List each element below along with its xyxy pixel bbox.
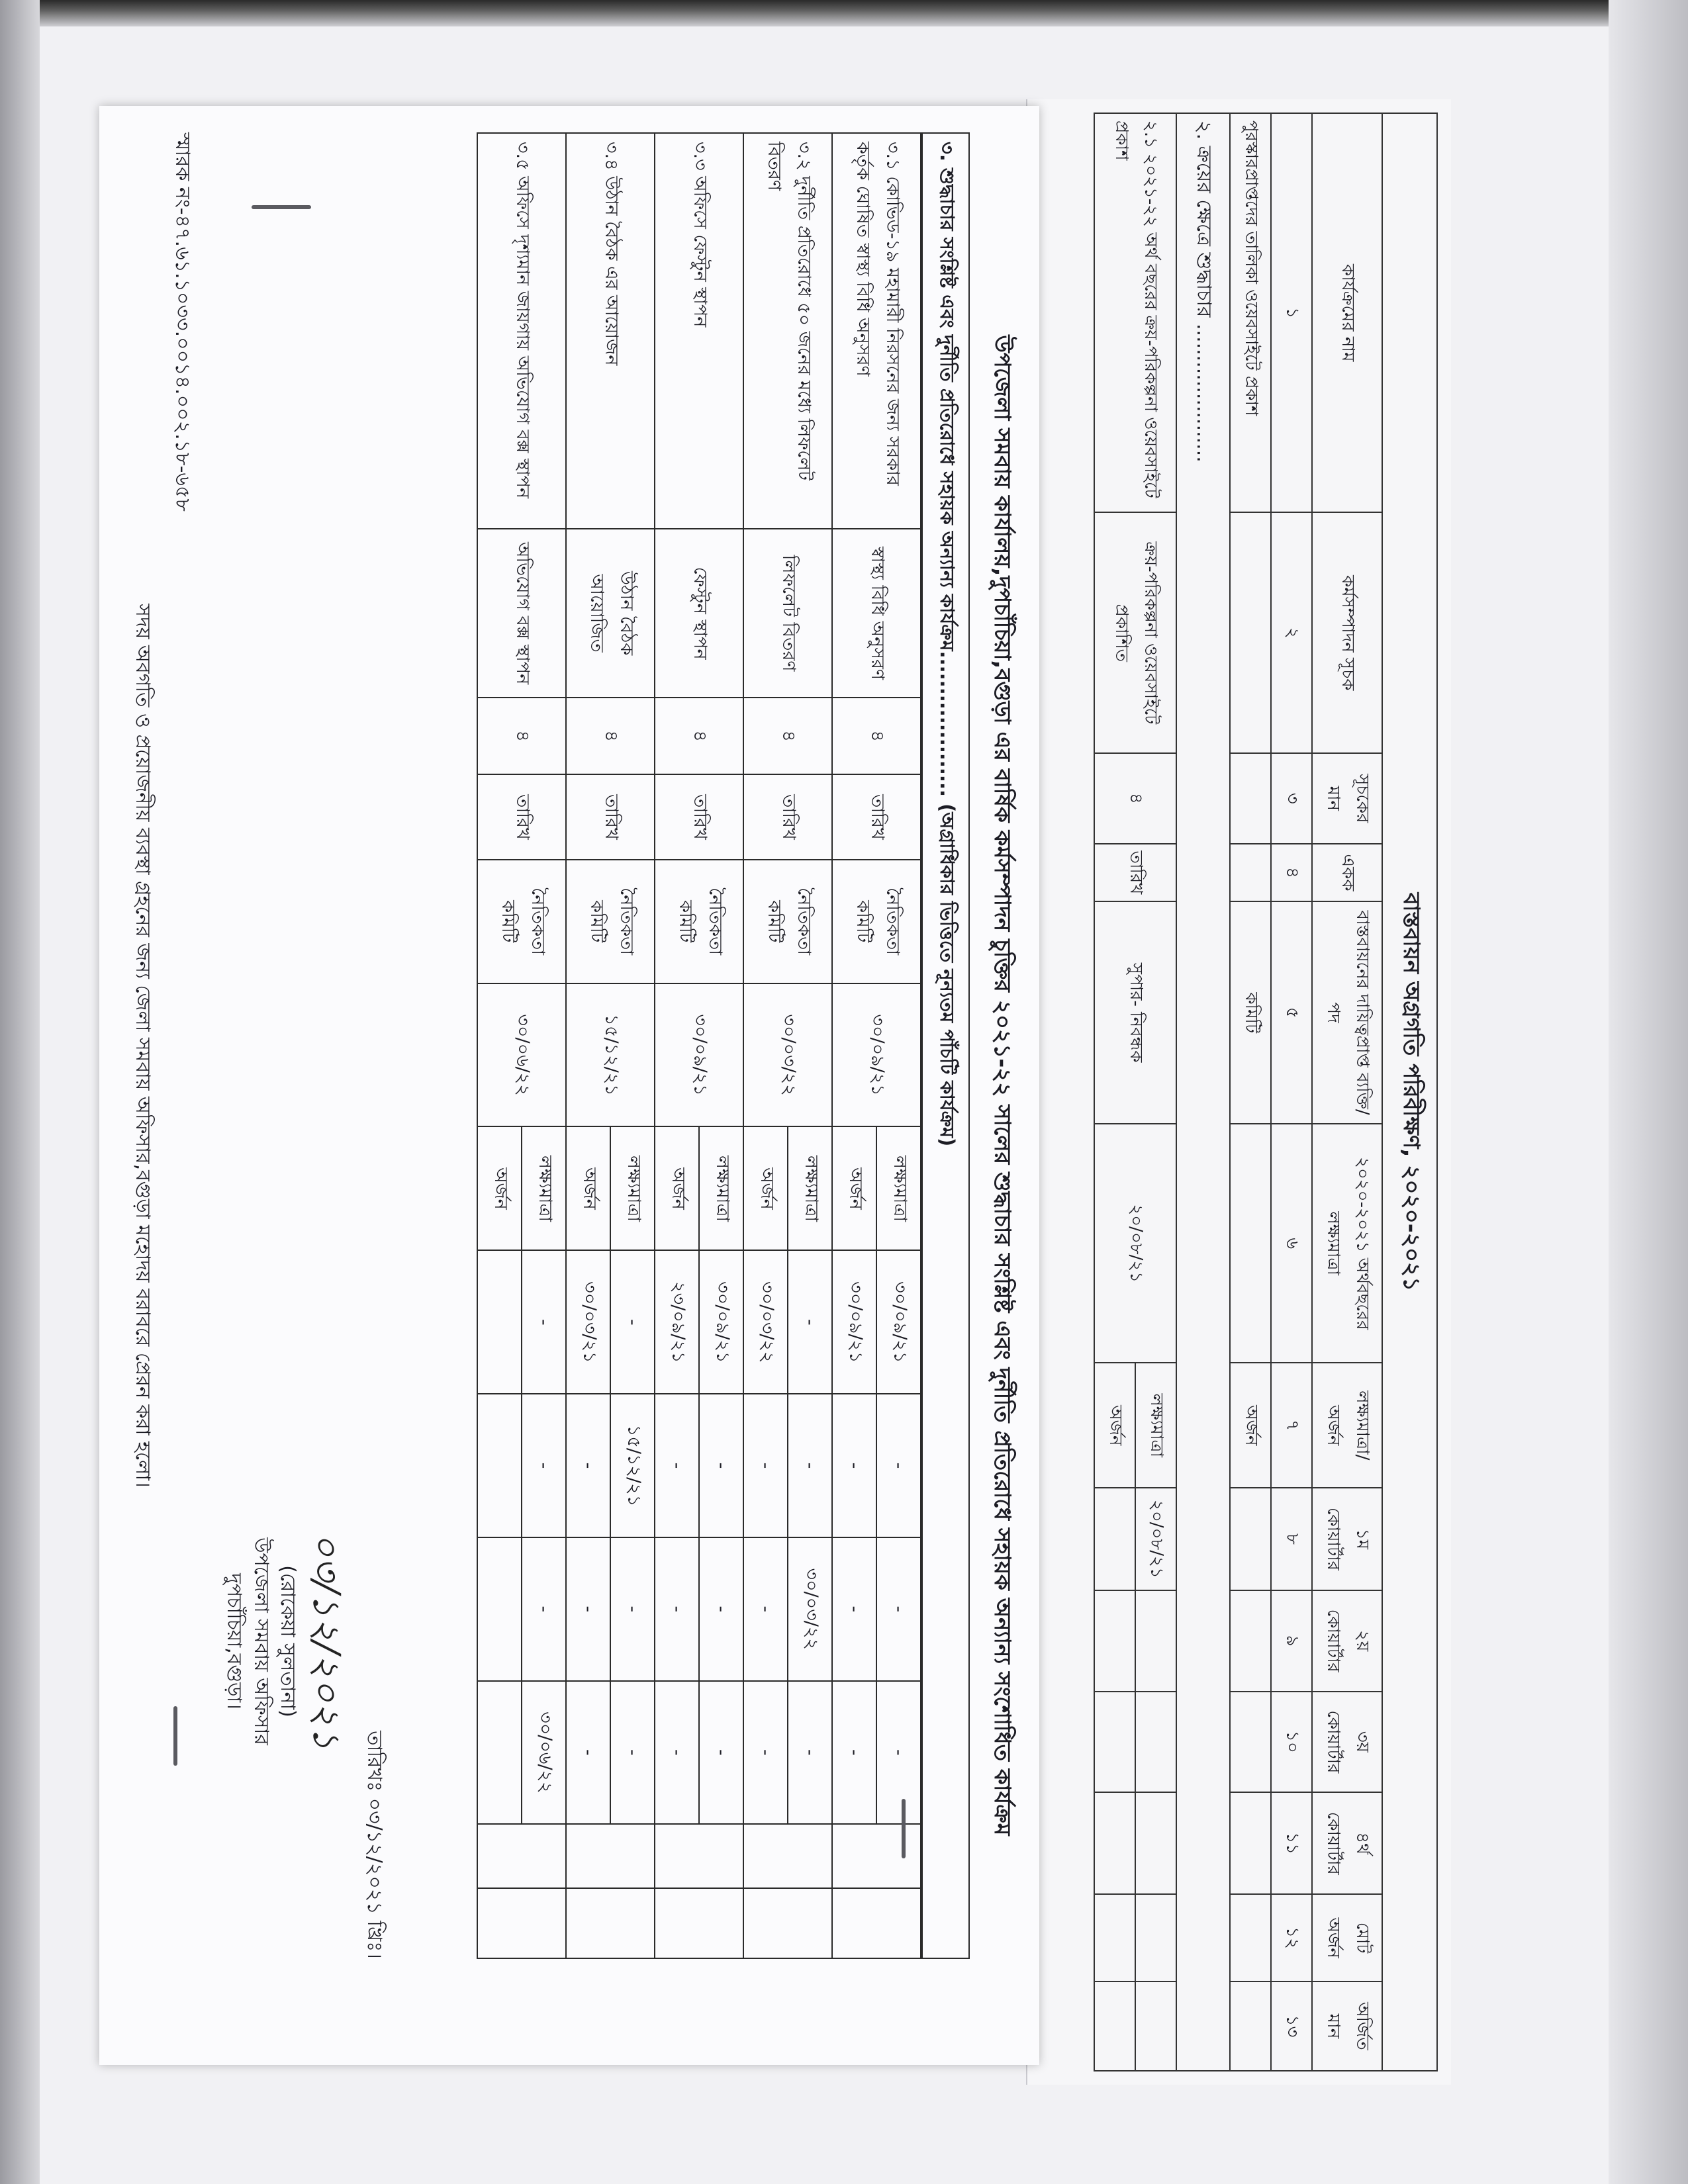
back-number-cell: ৪ [1271,844,1312,902]
quarter-achievement-cell: - [743,1537,788,1681]
back-header-cell: কার্যক্রমের নাম [1312,113,1382,512]
back-number-cell: ৯ [1271,1590,1312,1692]
quarter-target-cell: - [522,1537,566,1681]
empty-cell [655,1824,743,1888]
empty-cell [566,1888,655,1958]
target-label-cell: লক্ষ্যমাত্রা [876,1126,921,1250]
target-label-cell: লক্ষ্যমাত্রা [610,1126,655,1250]
staple [252,205,311,209]
activity-row-target [876,133,921,1958]
quarter-achievement-cell: - [655,1537,699,1681]
main-sheet-content [113,119,1026,2052]
scan-left-edge [0,0,40,2184]
back-header-cell: একক [1312,844,1382,902]
back-header-cell: ২য় কোয়ার্টার [1312,1590,1382,1692]
indicator-cell: ফেস্টুন স্থাপন [655,529,743,698]
annual-target-cell: ১৫/১২/২১ [566,983,655,1127]
scan-right-edge [1609,0,1688,2184]
quarter-achievement-cell: - [743,1394,788,1537]
quarter-target-cell: - [522,1394,566,1537]
back-row21-responsible: সুপার- নিবন্ধক [1094,901,1176,1124]
quarter-achievement-cell [477,1250,522,1394]
back-header-cell: মোট অর্জন [1312,1894,1382,1981]
empty-cell [477,1824,566,1888]
value-cell: ৪ [477,698,566,774]
empty-cell [477,1888,566,1958]
quarter-target-cell: - [876,1537,921,1681]
empty-cell [832,1824,921,1888]
signatory-name: (রোকেয়া সুলতানা) [276,1565,300,1717]
quarter-target-cell: ৩০/০৩/২২ [788,1537,832,1681]
back-header-cell: বাস্তবায়নের দায়িত্বপ্রাপ্ত ব্যক্তি/পদ [1312,901,1382,1124]
section-3-heading: ৩. শুদ্ধাচার সংশ্লিষ্ট এবং দুর্নীতি প্রতিরোধে সহায়ক অন্যান্য কার্যক্রম.................... (অগ্রাধিকার ভিত্তিতে নূন্যতম পাঁচটি কার্যক্রম) [922,133,969,1958]
quarter-target-cell: - [699,1681,743,1825]
quarter-target-cell: ৩০/০৯/২১ [876,1250,921,1394]
responsible-cell: নৈতিকতা কমিটি [655,860,743,983]
indicator-cell: স্বাস্থ্য বিধি অনুসরণ [832,529,921,698]
back-header-cell: লক্ষ্যমাত্রা/ অর্জন [1312,1363,1382,1488]
value-cell: ৪ [832,698,921,774]
indicator-cell: লিফলেট বিতরণ [743,529,832,698]
back-activity: পুরস্কারপ্রাপ্তদের তালিকা ওয়েবসাইটে প্রকাশ [1230,113,1271,512]
quarter-achievement-cell: ২৩/০৯/২১ [655,1250,699,1394]
empty-cell [566,1824,655,1888]
signature-block [220,1443,351,1840]
quarter-achievement-cell [477,1394,522,1537]
back-achievement: অর্জন [1230,1363,1271,1488]
back-title: বাস্তবায়ন অগ্রগতি পরিবীক্ষণ, ২০২০-২০২১ [1382,113,1437,2071]
quarter-achievement-cell: - [655,1681,699,1825]
back-header-cell: অর্জিত মান [1312,1981,1382,2071]
quarter-target-cell: - [876,1681,921,1825]
back-unit: কমিটি [1230,901,1271,1124]
annual-target-cell: ৩০/০৩/২২ [743,983,832,1127]
back-header-cell: কর্মসম্পাদন সূচক [1312,512,1382,753]
back-row21-indicator: ক্রয়-পরিকল্পনা ওয়েবসাইটে প্রকাশিত [1094,512,1176,753]
back-row21-target-label: লক্ষ্যমাত্রা [1135,1363,1176,1488]
back-row-2-1 [1135,113,1176,2071]
unit-cell: তারিখ [743,774,832,859]
activity-row-target [788,133,832,1958]
activity-row-target [522,133,566,1958]
back-table [1094,113,1438,2071]
annual-target-cell: ৩০/০৬/২২ [477,983,566,1127]
quarter-achievement-cell [477,1537,522,1681]
handwritten-signature: ০৩/১২/২০২১ [305,1532,348,1751]
target-label-cell: লক্ষ্যমাত্রা [699,1126,743,1250]
quarter-achievement-cell: - [566,1394,610,1537]
quarter-target-cell: - [876,1394,921,1537]
memo-text: সদয় অবগতি ও প্রয়োজনীয় ব্যবস্থা গ্রহনের জন্য জেলা সমবায় অফিসার,বগুড়া মহোদয় বরাবরে প্রেরন করা হলো। [131,604,154,1488]
quarter-target-cell: - [788,1250,832,1394]
back-number-cell: ৭ [1271,1363,1312,1488]
back-row21-value: ৪ [1094,753,1176,843]
quarter-target-cell: - [788,1394,832,1537]
back-row21-activity: ২.১ ২০২১-২২ অর্থ বছরের ক্রয়-পরিকল্পনা ওয়েবসাইটে প্রকাশ [1094,113,1176,512]
back-number-cell: ২ [1271,512,1312,753]
back-header-row [1312,113,1382,2071]
unit-cell: তারিখ [477,774,566,859]
responsible-cell: নৈতিকতা কমিটি [832,860,921,983]
responsible-cell: নৈতিকতা কমিটি [566,860,655,983]
achievement-label-cell: অর্জন [655,1126,699,1250]
responsible-cell: নৈতিকতা কমিটি [743,860,832,983]
quarter-target-cell: - [788,1681,832,1825]
unit-cell: তারিখ [655,774,743,859]
achievement-label-cell: অর্জন [566,1126,610,1250]
back-number-cell: ১৩ [1271,1981,1312,2071]
indicator-cell: উঠান বৈঠক আয়োজিত [566,529,655,698]
quarter-target-cell: - [610,1250,655,1394]
quarter-target-cell: - [610,1537,655,1681]
activity-cell: ৩.১ কোভিড-১৯ মহামারী নিরসনের জন্য সরকার কর্তৃক ঘোষিত স্বাস্থ্য বিধি অনুসরণ [832,133,921,529]
quarter-target-cell: - [699,1537,743,1681]
value-cell: ৪ [566,698,655,774]
staple [902,1799,906,1858]
back-section-2: ২. ক্রয়ের ক্ষেত্রে শুদ্ধাচার ...................... [1176,113,1230,2071]
staple [173,1706,177,1766]
annual-target-cell: ৩০/০৯/২১ [832,983,921,1127]
unit-cell: তারিখ [566,774,655,859]
activity-table [921,132,970,1959]
empty-cell [743,1824,832,1888]
quarter-achievement-cell: ৩০/০৩/২১ [566,1250,610,1394]
back-row-1 [1230,113,1271,2071]
quarter-target-cell: - [522,1250,566,1394]
indicator-cell: অভিযোগ বক্স স্থাপন [477,529,566,698]
back-number-cell: ১১ [1271,1792,1312,1894]
quarter-target-cell: ৩০/০৯/২১ [699,1250,743,1394]
quarter-achievement-cell: - [832,1537,876,1681]
quarter-target-cell: ৩০/০৬/২২ [522,1681,566,1825]
value-cell: ৪ [743,698,832,774]
main-sheet [99,106,1039,2065]
back-number-cell: ৩ [1271,753,1312,843]
empty-cell [743,1888,832,1958]
activity-cell: ৩.৫ অফিসে দৃশ্যমান জায়গায় অভিযোগ বক্স স্থাপন [477,133,566,529]
back-row21-annual: ২০/০৮/২১ [1094,1124,1176,1363]
back-row21-q1: ২০/০৮/২১ [1135,1488,1176,1590]
back-number-cell: ১০ [1271,1692,1312,1793]
memo-line [165,132,199,1959]
quarter-achievement-cell: - [655,1394,699,1537]
back-sheet [1026,99,1451,2085]
activity-cell: ৩.৪ উঠান বৈঠক এর আয়োজন [566,133,655,529]
unit-cell: তারিখ [832,774,921,859]
back-header-cell: সূচকের মান [1312,753,1382,843]
back-header-cell: ৩য় কোয়ার্টার [1312,1692,1382,1793]
back-row21-achievement-label: অর্জন [1094,1363,1135,1488]
quarter-achievement-cell: - [566,1537,610,1681]
document-date: তারিখঃ ০৩/১২/২০২১ খ্রিঃ। [363,1731,386,1959]
back-number-cell: ১২ [1271,1894,1312,1981]
activity-cell: ৩.২ দুর্নীতি প্রতিরোধে ৫০ জনের মধ্যে লিফলেট বিতরণ [743,133,832,529]
back-row21-unit: তারিখ [1094,844,1176,902]
annual-target-cell: ৩০/০৯/২১ [655,983,743,1127]
back-number-cell: ৫ [1271,901,1312,1124]
activity-row-target [610,133,655,1958]
quarter-achievement-cell: - [566,1681,610,1825]
quarter-achievement-cell: - [832,1681,876,1825]
achievement-label-cell: অর্জন [743,1126,788,1250]
back-number-row [1271,113,1312,2071]
back-header-cell: ১ম কোয়ার্টার [1312,1488,1382,1590]
target-label-cell: লক্ষ্যমাত্রা [522,1126,566,1250]
quarter-achievement-cell: ৩০/০৩/২২ [743,1250,788,1394]
quarter-achievement-cell [477,1681,522,1825]
target-label-cell: লক্ষ্যমাত্রা [788,1126,832,1250]
memo-number: স্মারক নং-৪৭.৬১.১০৩৩.০০১৪.০০২.১৮-৬৫৮ [171,132,194,512]
responsible-cell: নৈতিকতা কমিটি [477,860,566,983]
back-number-cell: ১ [1271,113,1312,512]
activity-rows-table [477,132,921,1959]
quarter-target-cell: - [610,1681,655,1825]
empty-cell [655,1888,743,1958]
back-number-cell: ৬ [1271,1124,1312,1363]
quarter-target-cell: ১৫/১২/২১ [610,1394,655,1537]
activity-row-target [699,133,743,1958]
document-title: উপজেলা সমবায় কার্যালয়,দুপচাঁচিয়া,বগুড়া এর বার্ষিক কর্মসম্পাদন চুক্তির ২০২১-২২ সালের শুদ্ধাচার সংশ্লিষ্ট এবং দুর্নীতি প্রতিরোধে সহায়ক অন্যান্য সংশোধিত কার্যক্রম [989,335,1015,1836]
scan-top-edge [0,0,1688,26]
back-number-cell: ৮ [1271,1488,1312,1590]
quarter-achievement-cell: - [743,1681,788,1825]
achievement-label-cell: অর্জন [832,1126,876,1250]
quarter-achievement-cell: ৩০/০৯/২১ [832,1250,876,1394]
achievement-label-cell: অর্জন [477,1126,522,1250]
signatory-title: উপজেলা সমবায় অফিসার [249,1537,273,1745]
quarter-achievement-cell: - [832,1394,876,1537]
activity-cell: ৩.৩ অফিসে ফেস্টুন স্থাপন [655,133,743,529]
value-cell: ৪ [655,698,743,774]
empty-cell [832,1888,921,1958]
signatory-place: দুপচাঁচিয়া,বগুড়া। [222,1573,246,1709]
back-header-cell: ২০২০-২০২১ অর্থবছরের লক্ষ্যমাত্রা [1312,1124,1382,1363]
back-header-cell: ৪র্থ কোয়ার্টার [1312,1792,1382,1894]
quarter-target-cell: - [699,1394,743,1537]
memo-text-line [125,132,159,1959]
back-sheet-content [1027,113,1438,2071]
